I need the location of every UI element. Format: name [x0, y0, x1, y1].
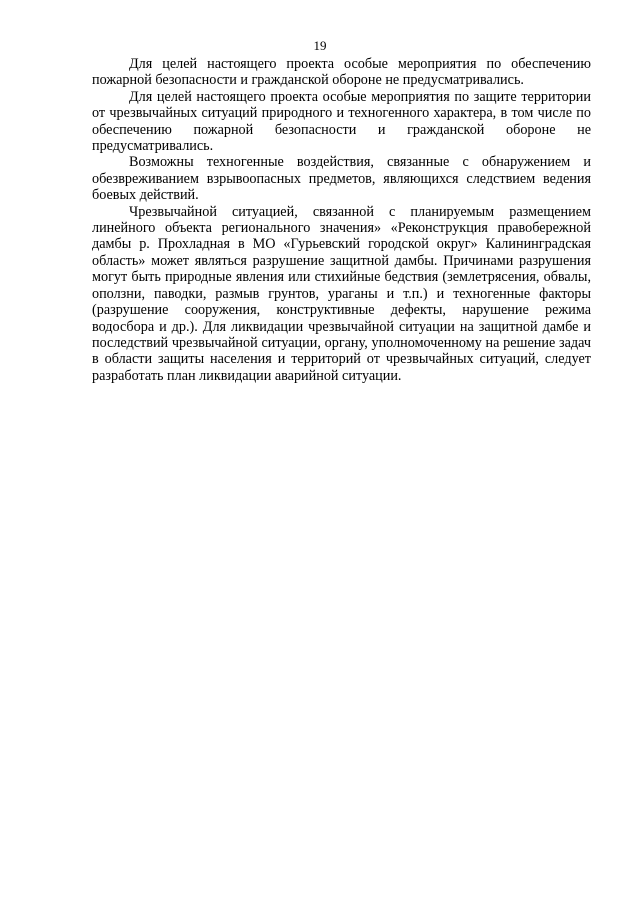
paragraph-technogenic-impacts: Возможны техногенные воздействия, связанные с обнаружением и обезвреживанием взрывоопасных предметов, являющихся следствием ведения боевых действий. [92, 154, 591, 204]
page-number: 19 [313, 38, 327, 53]
paragraph-fire-safety: Для целей настоящего проекта особые мероприятия по обеспечению пожарной безопасности и гражданской обороне не предусматривались. [92, 56, 591, 89]
document-body [92, 56, 591, 384]
paragraph-emergency-protection: Для целей настоящего проекта особые мероприятия по защите территории от чрезвычайных ситуаций природного и техногенного характера, в том числе по обеспечению пожарной безопасности и гражданской обороне не предусматривались. [92, 88, 591, 155]
paragraph-dam-emergency: Чрезвычайной ситуацией, связанной с планируемым размещением линейного объекта регионального значения» «Реконструкция правобережной дамбы р. Прохладная в МО «Гурьевский городской округ» Калининградская область» может являться разрушение защитной дамбы. Причинами разрушения могут быть природные явления или стихийные бедствия (землетрясения, обвалы, оползни, паводки, размыв грунтов, ураганы и т.п.) и техногенные факторы (разрушение сооружения, конструктивные дефекты, нарушение режима водосбора и др.). Для ликвидации чрезвычайной ситуации на защитной дамбе и последствий чрезвычайной ситуации, органу, уполномоченному на решение задач в области защиты населения и территорий от чрезвычайных ситуаций, следует разработать план ликвидации аварийной ситуации. [92, 203, 591, 384]
